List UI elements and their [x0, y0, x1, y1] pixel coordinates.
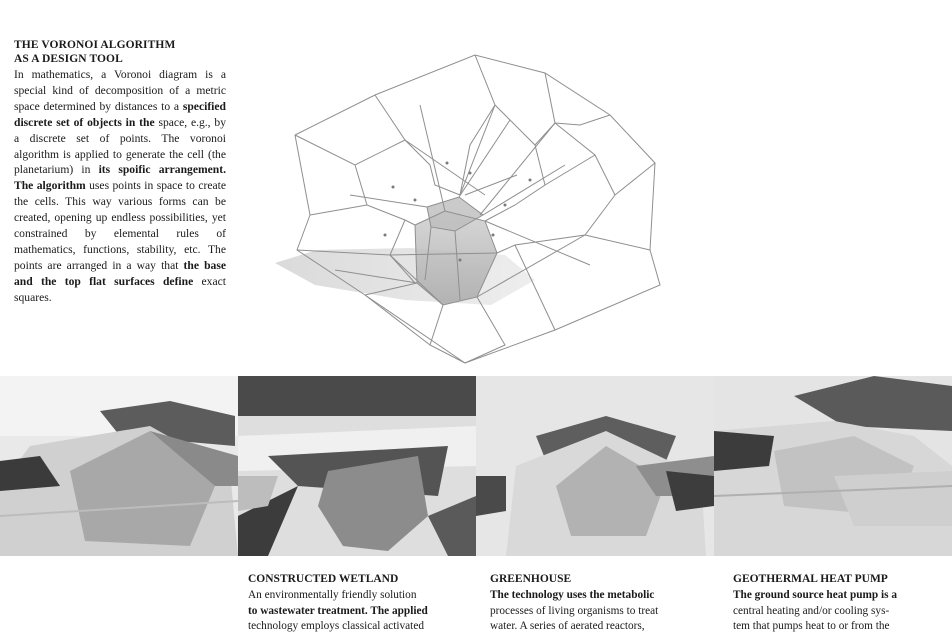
caption-line: water. A series of aerated reactors, — [490, 620, 645, 632]
caption-line-bold: The technology uses the metabolic — [490, 589, 655, 601]
caption-text-greenhouse — [490, 588, 715, 635]
intro-title-line-2: AS A DESIGN TOOL — [14, 53, 123, 65]
captions-row — [0, 573, 952, 638]
intro-text-2: space, e.g., by a discrete set of points. The voronoi algorithm is applied to generate the cell (the planetarium) in — [14, 115, 227, 177]
intro-title — [14, 38, 226, 66]
caption-line-bold: The ground source heat pump is a — [733, 589, 898, 601]
render-strip — [0, 376, 952, 556]
caption-title-greenhouse: GREENHOUSE — [490, 573, 572, 585]
caption-geothermal-heat-pump — [733, 573, 952, 635]
render-image-4 — [714, 376, 952, 556]
caption-line: technology employs classical activated — [248, 620, 424, 632]
intro-bold-3: the base and the top flat surfaces define — [14, 258, 226, 288]
render-interior-4 — [714, 376, 952, 556]
intro-column — [14, 38, 226, 306]
caption-text-constructed-wetland — [248, 588, 473, 635]
render-image-3 — [476, 376, 714, 556]
caption-title-geothermal-heat-pump: GEOTHERMAL HEAT PUMP — [733, 573, 888, 585]
render-interior-3 — [476, 376, 714, 556]
caption-constructed-wetland — [248, 573, 473, 635]
intro-text-1: In mathematics, a Voronoi diagram is a special kind of decomposition of a metric space determined by distances to a — [14, 68, 226, 113]
caption-line: central heating and/or cooling sys- — [733, 604, 890, 617]
voronoi-diagram-illustration — [255, 45, 695, 375]
render-image-1 — [0, 376, 238, 556]
caption-title-constructed-wetland: CONSTRUCTED WETLAND — [248, 573, 399, 585]
intro-title-line-1: THE VORONOI ALGORITHM — [14, 39, 176, 51]
caption-greenhouse — [490, 573, 715, 635]
intro-bold-1: specified discrete set of objects in the — [14, 99, 226, 129]
caption-line: processes of living organisms to treat — [490, 604, 659, 617]
intro-bold-2: its spoific arrangement. The algorithm — [14, 163, 226, 193]
caption-line-bold: to wastewater treatment. The applied — [248, 604, 428, 617]
render-interior-2 — [238, 376, 476, 556]
render-interior-1 — [0, 376, 238, 556]
intro-text-4: exact squares. — [14, 274, 226, 304]
caption-line: An environmentally friendly solution — [248, 589, 417, 601]
render-image-2 — [238, 376, 476, 556]
voronoi-wireframe — [255, 45, 695, 375]
caption-text-geothermal-heat-pump — [733, 588, 952, 635]
intro-paragraph — [14, 67, 226, 306]
caption-line: tem that pumps heat to or from the — [733, 620, 890, 632]
intro-text-3: uses points in space to create the cells. This way various forms can be created, opening up endless possibilities, yet constrained by elemental rules of mathematics, functions, stability, etc. The points are arranged in a way that — [14, 179, 226, 272]
